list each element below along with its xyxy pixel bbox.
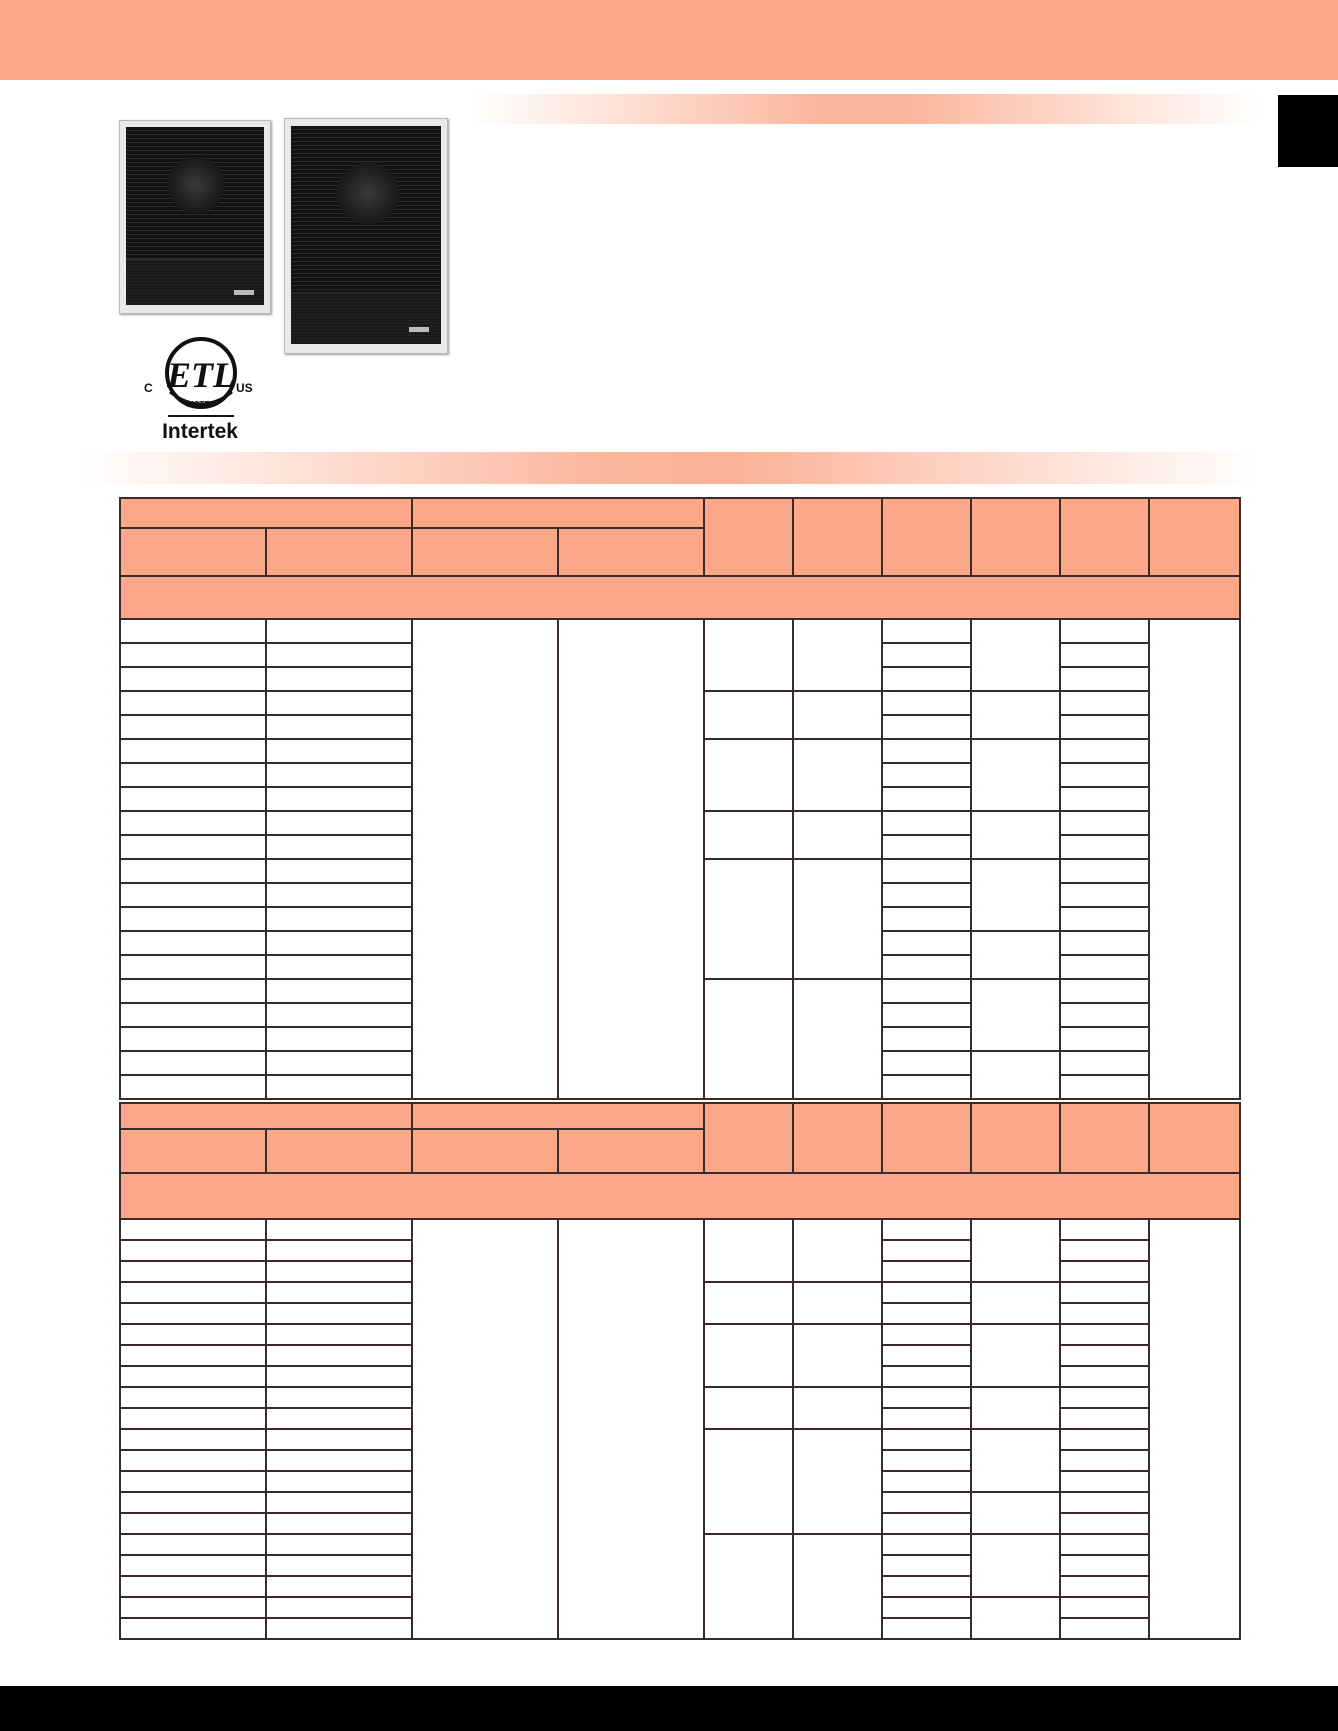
table-cell <box>882 787 971 811</box>
table-cell <box>1060 883 1149 907</box>
table-cell <box>266 1534 412 1555</box>
table-cell <box>882 667 971 691</box>
table-cell <box>266 1366 412 1387</box>
table-cell <box>266 979 412 1003</box>
merged-cell <box>704 1387 793 1429</box>
merged-cell <box>793 1534 882 1639</box>
table-cell <box>882 1387 971 1408</box>
table-cell <box>882 1282 971 1303</box>
section-tab-marker <box>1278 95 1338 167</box>
table-cell <box>266 1618 412 1639</box>
table-cell <box>882 979 971 1003</box>
table-cell <box>266 1471 412 1492</box>
merged-cell <box>704 739 793 811</box>
table-cell <box>120 955 266 979</box>
merged-cell <box>558 619 704 1099</box>
table-cell <box>1060 1576 1149 1597</box>
table-cell <box>120 1303 266 1324</box>
table-cell <box>120 1492 266 1513</box>
column-header-cell <box>1149 498 1240 576</box>
table-cell <box>120 835 266 859</box>
merged-cell <box>1149 619 1240 1099</box>
table-cell <box>1060 739 1149 763</box>
table-cell <box>882 1345 971 1366</box>
table-cell <box>266 1051 412 1075</box>
table-cell <box>1060 1492 1149 1513</box>
table-cell <box>1060 1027 1149 1051</box>
etl-listed-banner: LISTED <box>186 400 216 409</box>
merged-cell <box>704 619 793 691</box>
table-cell <box>1060 1324 1149 1345</box>
column-header-cell <box>704 1103 793 1173</box>
table-cell <box>1060 1408 1149 1429</box>
table-cell <box>1060 1597 1149 1618</box>
merged-cell <box>793 1429 882 1534</box>
merged-cell <box>793 811 882 859</box>
merged-cell <box>558 1219 704 1639</box>
table-cell <box>882 1240 971 1261</box>
table-cell <box>120 931 266 955</box>
table-row <box>120 619 1240 643</box>
merged-cell <box>704 1219 793 1282</box>
sub-header-cell <box>558 528 704 576</box>
merged-cell <box>1149 1219 1240 1639</box>
table-cell <box>120 739 266 763</box>
table-cell <box>266 619 412 643</box>
table-cell <box>1060 1618 1149 1639</box>
table-cell <box>120 1261 266 1282</box>
sub-header-cell <box>558 1129 704 1173</box>
table-cell <box>120 715 266 739</box>
spec-table-2 <box>119 1102 1241 1640</box>
table-cell <box>882 619 971 643</box>
sub-header-cell <box>266 1129 412 1173</box>
table-cell <box>266 1387 412 1408</box>
table-cell <box>120 1282 266 1303</box>
table-cell <box>1060 907 1149 931</box>
table-cell <box>1060 1303 1149 1324</box>
merged-cell <box>793 859 882 979</box>
table-cell <box>120 979 266 1003</box>
table-cell <box>120 1075 266 1099</box>
merged-cell <box>412 1219 558 1639</box>
table-cell <box>266 1408 412 1429</box>
sub-header-cell <box>412 1129 558 1173</box>
sub-header-cell <box>266 528 412 576</box>
table-cell <box>266 1003 412 1027</box>
sub-header-cell <box>120 528 266 576</box>
column-header-cell <box>1149 1103 1240 1173</box>
table-cell <box>882 715 971 739</box>
table-cell <box>1060 1513 1149 1534</box>
table-cell <box>1060 643 1149 667</box>
table-cell <box>1060 1345 1149 1366</box>
table-cell <box>120 1408 266 1429</box>
table-cell <box>1060 1282 1149 1303</box>
table-cell <box>120 907 266 931</box>
table-cell <box>266 739 412 763</box>
table-cell <box>882 1471 971 1492</box>
merged-cell <box>704 1534 793 1639</box>
merged-cell <box>971 979 1060 1051</box>
table-cell <box>120 1618 266 1639</box>
table-cell <box>882 1408 971 1429</box>
table-cell <box>266 859 412 883</box>
table-cell <box>266 1240 412 1261</box>
table-cell <box>266 1450 412 1471</box>
table-cell <box>266 1492 412 1513</box>
section-row <box>120 576 1240 619</box>
merged-cell <box>971 1051 1060 1099</box>
table-cell <box>120 883 266 907</box>
table-cell <box>120 1219 266 1240</box>
column-header-cell <box>971 1103 1060 1173</box>
column-header-cell <box>704 498 793 576</box>
group-header-cell <box>120 498 412 528</box>
table-row <box>120 1219 1240 1240</box>
table-cell <box>266 667 412 691</box>
table-cell <box>266 643 412 667</box>
table-cell <box>1060 859 1149 883</box>
group-header-cell <box>120 1103 412 1129</box>
table-cell <box>120 1345 266 1366</box>
group-header-cell <box>412 498 704 528</box>
table-cell <box>266 835 412 859</box>
table-cell <box>1060 931 1149 955</box>
table-cell <box>266 883 412 907</box>
table-cell <box>266 787 412 811</box>
table-cell <box>1060 811 1149 835</box>
column-header-cell <box>1060 1103 1149 1173</box>
table-cell <box>882 1303 971 1324</box>
table-cell <box>882 643 971 667</box>
table-cell <box>266 1027 412 1051</box>
spec-table-1 <box>119 497 1241 1100</box>
merged-cell <box>704 691 793 739</box>
table-cell <box>882 859 971 883</box>
table-cell <box>266 1303 412 1324</box>
table-cell <box>266 1597 412 1618</box>
merged-cell <box>704 859 793 979</box>
top-color-band <box>0 0 1338 80</box>
merged-cell <box>793 1282 882 1324</box>
table-cell <box>1060 691 1149 715</box>
table-cell <box>266 1555 412 1576</box>
table-cell <box>1060 667 1149 691</box>
table-cell <box>1060 1051 1149 1075</box>
table-cell <box>882 691 971 715</box>
merged-cell <box>793 619 882 691</box>
merged-cell <box>412 619 558 1099</box>
table-cell <box>120 1051 266 1075</box>
table-cell <box>266 907 412 931</box>
table-cell <box>120 619 266 643</box>
column-header-cell <box>882 1103 971 1173</box>
header-row-1 <box>120 1103 1240 1129</box>
table-cell <box>1060 1075 1149 1099</box>
merged-cell <box>793 1324 882 1387</box>
table-cell <box>882 1429 971 1450</box>
table-cell <box>1060 1003 1149 1027</box>
sub-header-cell <box>412 528 558 576</box>
column-header-cell <box>882 498 971 576</box>
merged-cell <box>971 739 1060 811</box>
table-cell <box>266 1345 412 1366</box>
etl-mark: ETL <box>167 355 235 395</box>
table-cell <box>1060 787 1149 811</box>
table-cell <box>882 1261 971 1282</box>
header-row-1 <box>120 498 1240 528</box>
table-cell <box>1060 835 1149 859</box>
table-cell <box>882 739 971 763</box>
table-cell <box>1060 1555 1149 1576</box>
wall-heater-small-image <box>119 120 271 314</box>
sub-header-cell <box>120 1129 266 1173</box>
table-cell <box>1060 1471 1149 1492</box>
table-cell <box>882 1219 971 1240</box>
table-cell <box>1060 979 1149 1003</box>
table-cell <box>882 835 971 859</box>
table-cell <box>1060 955 1149 979</box>
table-cell <box>266 1075 412 1099</box>
merged-cell <box>793 979 882 1099</box>
merged-cell <box>793 691 882 739</box>
merged-cell <box>704 979 793 1099</box>
table-cell <box>1060 1387 1149 1408</box>
table-cell <box>266 1282 412 1303</box>
merged-cell <box>704 1282 793 1324</box>
table-cell <box>882 1075 971 1099</box>
merged-cell <box>971 1492 1060 1534</box>
table-cell <box>882 1450 971 1471</box>
table-cell <box>266 763 412 787</box>
table-cell <box>1060 1450 1149 1471</box>
column-header-cell <box>793 498 882 576</box>
merged-cell <box>971 1429 1060 1492</box>
merged-cell <box>971 1282 1060 1324</box>
table-cell <box>882 907 971 931</box>
table-cell <box>882 1324 971 1345</box>
table-cell <box>120 1240 266 1261</box>
table-cell <box>882 763 971 787</box>
table-cell <box>882 1534 971 1555</box>
etl-us-letters: US <box>236 381 253 395</box>
table-cell <box>882 1003 971 1027</box>
table-cell <box>882 1366 971 1387</box>
table-cell <box>1060 1261 1149 1282</box>
table-cell <box>266 955 412 979</box>
table-cell <box>266 715 412 739</box>
table-cell <box>120 811 266 835</box>
merged-cell <box>971 811 1060 859</box>
column-header-cell <box>793 1103 882 1173</box>
table-cell <box>882 1618 971 1639</box>
bottom-color-band <box>0 1686 1338 1731</box>
table-cell <box>882 1051 971 1075</box>
table-cell <box>266 1576 412 1597</box>
table-cell <box>882 1555 971 1576</box>
section-header-cell <box>120 1173 1240 1219</box>
table-cell <box>120 1387 266 1408</box>
table-cell <box>1060 1429 1149 1450</box>
table-cell <box>266 931 412 955</box>
table-cell <box>120 763 266 787</box>
table-cell <box>266 1324 412 1345</box>
table-cell <box>120 1324 266 1345</box>
table-cell <box>882 811 971 835</box>
merged-cell <box>704 811 793 859</box>
table-cell <box>266 1261 412 1282</box>
table-cell <box>266 691 412 715</box>
merged-cell <box>971 859 1060 931</box>
table-cell <box>1060 619 1149 643</box>
table-cell <box>120 1597 266 1618</box>
table-cell <box>1060 1534 1149 1555</box>
section-row <box>120 1173 1240 1219</box>
merged-cell <box>971 619 1060 691</box>
table-cell <box>882 1027 971 1051</box>
table-cell <box>120 1534 266 1555</box>
table-cell <box>882 1492 971 1513</box>
table-cell <box>882 955 971 979</box>
column-header-cell <box>1060 498 1149 576</box>
table-cell <box>120 1366 266 1387</box>
table-cell <box>120 643 266 667</box>
table-cell <box>1060 1219 1149 1240</box>
table-cell <box>120 1471 266 1492</box>
table-cell <box>882 1576 971 1597</box>
table-cell <box>120 1513 266 1534</box>
table-cell <box>120 787 266 811</box>
table-cell <box>120 1003 266 1027</box>
group-header-cell <box>412 1103 704 1129</box>
section-header-cell <box>120 576 1240 619</box>
table-cell <box>1060 763 1149 787</box>
table-cell <box>266 1219 412 1240</box>
merged-cell <box>971 691 1060 739</box>
table-cell <box>266 1513 412 1534</box>
table-cell <box>120 859 266 883</box>
table-cell <box>120 667 266 691</box>
merged-cell <box>971 1324 1060 1387</box>
table-cell <box>1060 1366 1149 1387</box>
wall-heater-large-image <box>284 118 448 354</box>
table-cell <box>882 1597 971 1618</box>
table-cell <box>120 1027 266 1051</box>
table-cell <box>120 1555 266 1576</box>
section-gradient-bar <box>80 452 1260 484</box>
merged-cell <box>971 931 1060 979</box>
merged-cell <box>971 1534 1060 1597</box>
merged-cell <box>971 1387 1060 1429</box>
table-cell <box>1060 1240 1149 1261</box>
table-cell <box>882 1513 971 1534</box>
table-cell <box>266 1429 412 1450</box>
merged-cell <box>793 739 882 811</box>
column-header-cell <box>971 498 1060 576</box>
title-gradient-bar <box>470 94 1260 124</box>
merged-cell <box>704 1429 793 1534</box>
table-cell <box>1060 715 1149 739</box>
table-cell <box>266 811 412 835</box>
table-cell <box>120 1429 266 1450</box>
table-cell <box>120 1576 266 1597</box>
table-cell <box>882 931 971 955</box>
table-cell <box>120 1450 266 1471</box>
merged-cell <box>971 1597 1060 1639</box>
merged-cell <box>793 1387 882 1429</box>
intertek-brand-text: Intertek <box>162 420 238 443</box>
merged-cell <box>971 1219 1060 1282</box>
merged-cell <box>793 1219 882 1282</box>
etl-c-letter: C <box>144 381 153 395</box>
table-cell <box>882 883 971 907</box>
table-cell <box>120 691 266 715</box>
merged-cell <box>704 1324 793 1387</box>
